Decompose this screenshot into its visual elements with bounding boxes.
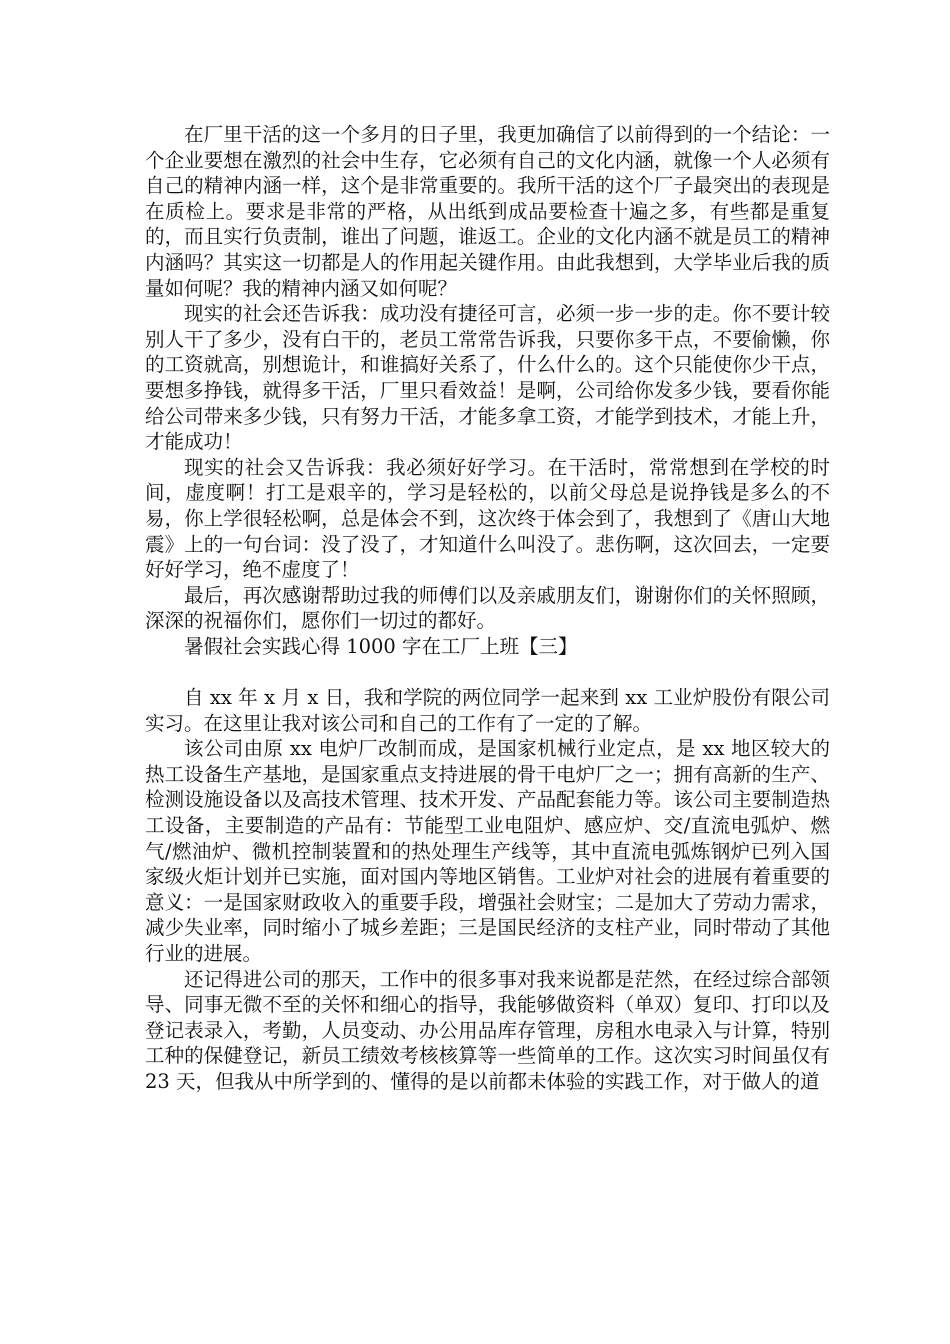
paragraph: 还记得进公司的那天，工作中的很多事对我来说都是茫然，在经过综合部领导、同事无微不至的关怀和细心的指导，我能够做资料（单双）复印、打印以及登记表录入，考勤，人员变动、办公用品库存管理，房租水电录入与计算，特别工种的保健登记，新员工绩效考核核算等一些简单的工作。这次实习时间虽仅有 23 天，但我从中所学到的、懂得的是以前都未体验的实践工作，对于做人的道 xyxy=(145,967,830,1093)
section-heading: 暑假社会实践心得 1000 字在工厂上班【三】 xyxy=(184,634,578,658)
blank-line xyxy=(145,659,830,685)
paragraph: 最后，再次感谢帮助过我的师傅们以及亲戚朋友们，谢谢你们的关怀照顾，深深的祝福你们，愿你们一切过的都好。 xyxy=(145,583,830,633)
paragraph: 自 xx 年 x 月 x 日，我和学院的两位同学一起来到 xx 工业炉股份有限公司实习。在这里让我对该公司和自己的工作有了一定的了解。 xyxy=(145,686,830,735)
document-body xyxy=(145,122,830,1095)
paragraph: 在厂里干活的这一个多月的日子里，我更加确信了以前得到的一个结论：一个企业要想在激烈的社会中生存，它必须有自己的文化内涵，就像一个人必须有自己的精神内涵一样，这个是非常重要的。我所干活的这个厂子最突出的表现是在质检上。要求是非常的严格，从出纸到成品要检查十遍之多，有些都是重复的，而且实行负责制，谁出了问题，谁返工。企业的文化内涵不就是员工的精神内涵吗？其实这一切都是人的作用起关键作用。由此我想到，大学毕业后我的质量如何呢？我的精神内涵又如何呢？ xyxy=(145,123,830,300)
paragraph: 现实的社会还告诉我：成功没有捷径可言，必须一步一步的走。你不要计较别人干了多少，没有白干的，老员工常常告诉我，只要你多干点，不要偷懒，你的工资就高，别想诡计，和谁搞好关系了，什么什么的。这个只能使你少干点，要想多挣钱，就得多干活，厂里只看效益！是啊，公司给你发多少钱，要看你能给公司带来多少钱，只有努力干活，才能多拿工资，才能学到技术，才能上升，才能成功！ xyxy=(145,302,830,454)
paragraph: 现实的社会又告诉我：我必须好好学习。在干活时，常常想到在学校的时间，虚度啊！打工是艰辛的，学习是轻松的，以前父母总是说挣钱是多么的不易，你上学很轻松啊，总是体会不到，这次终于体会到了，我想到了《唐山大地震》上的一句台词：没了没了，才知道什么叫没了。悲伤啊，这次回去，一定要好好学习，绝不虚度了！ xyxy=(145,455,830,582)
paragraph: 该公司由原 xx 电炉厂改制而成，是国家机械行业定点，是 xx 地区较大的热工设备生产基地，是国家重点支持进展的骨干电炉厂之一；拥有高新的生产、检测设施设备以及高技术管理、技术开发、产品配套能力等。该公司主要制造热工设备，主要制造的产品有：节能型工业电阻炉、感应炉、交/直流电弧炉、燃气/燃油炉、微机控制装置和的热处理生产线等，其中直流电弧炼钢炉已列入国家级火炬计划并已实施，面对国内等地区销售。工业炉对社会的进展有着重要的意义：一是国家财政收入的重要手段，增强社会财宝；二是加大了劳动力需求，减少失业率，同时缩小了城乡差距；三是国民经济的支柱产业，同时带动了其他行业的进展。 xyxy=(145,737,830,965)
